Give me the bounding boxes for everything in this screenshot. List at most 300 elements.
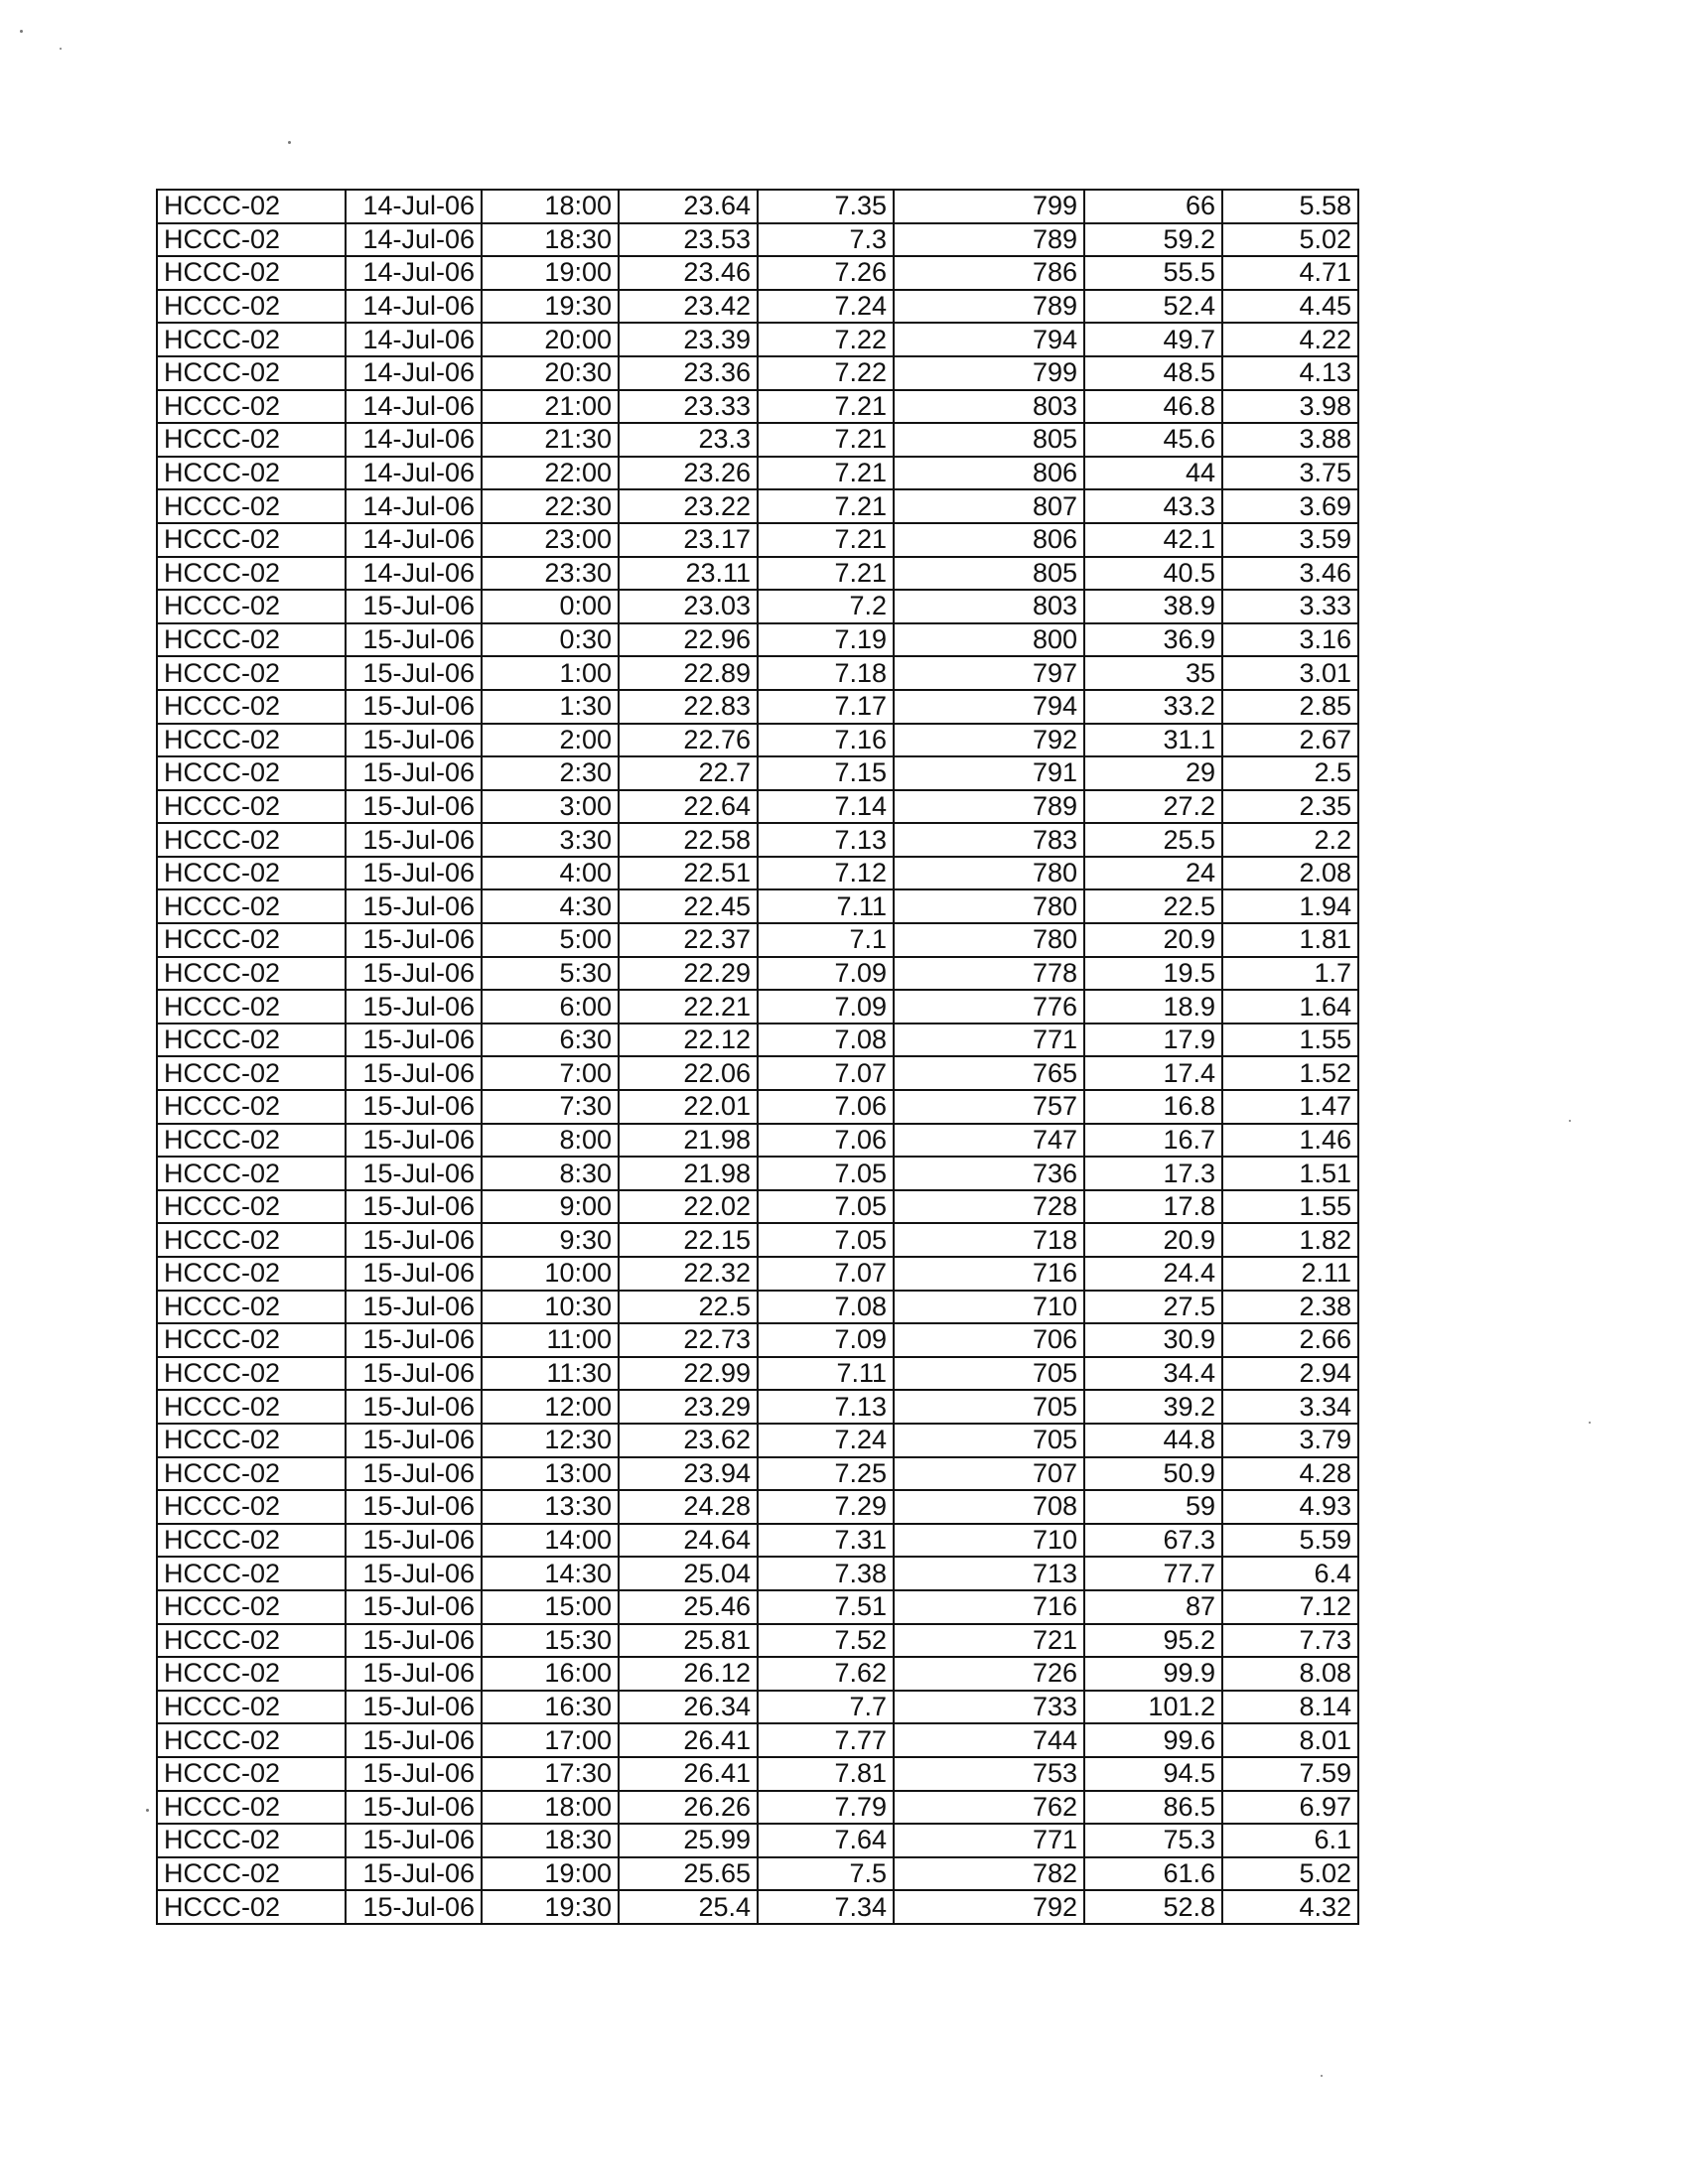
cell-temperature: 25.99 bbox=[619, 1824, 758, 1857]
cell-date: 14-Jul-06 bbox=[346, 423, 482, 457]
cell-site-id: HCCC-02 bbox=[157, 1524, 346, 1558]
cell-ph: 7.3 bbox=[758, 223, 894, 257]
cell-time: 19:30 bbox=[482, 1890, 619, 1924]
cell-ph: 7.21 bbox=[758, 489, 894, 523]
cell-do-percent: 61.6 bbox=[1084, 1857, 1222, 1891]
cell-date: 15-Jul-06 bbox=[346, 1824, 482, 1857]
table-row bbox=[157, 489, 1358, 523]
table-row bbox=[157, 889, 1358, 923]
cell-do-mgl: 1.52 bbox=[1222, 1056, 1358, 1090]
cell-conductivity: 721 bbox=[894, 1624, 1084, 1658]
table-row bbox=[157, 1457, 1358, 1491]
cell-date: 15-Jul-06 bbox=[346, 656, 482, 690]
table-row bbox=[157, 1857, 1358, 1891]
cell-temperature: 22.58 bbox=[619, 823, 758, 857]
cell-conductivity: 733 bbox=[894, 1691, 1084, 1724]
cell-do-mgl: 5.59 bbox=[1222, 1524, 1358, 1558]
cell-ph: 7.05 bbox=[758, 1190, 894, 1224]
cell-conductivity: 807 bbox=[894, 489, 1084, 523]
scan-speck bbox=[288, 141, 291, 144]
table-row bbox=[157, 656, 1358, 690]
cell-date: 15-Jul-06 bbox=[346, 923, 482, 957]
cell-ph: 7.05 bbox=[758, 1157, 894, 1190]
cell-date: 14-Jul-06 bbox=[346, 390, 482, 424]
cell-do-mgl: 6.1 bbox=[1222, 1824, 1358, 1857]
cell-time: 23:30 bbox=[482, 557, 619, 591]
cell-time: 10:00 bbox=[482, 1257, 619, 1291]
table-row bbox=[157, 724, 1358, 757]
cell-conductivity: 765 bbox=[894, 1056, 1084, 1090]
cell-do-mgl: 1.7 bbox=[1222, 957, 1358, 991]
table-row bbox=[157, 1691, 1358, 1724]
cell-site-id: HCCC-02 bbox=[157, 1557, 346, 1590]
cell-date: 14-Jul-06 bbox=[346, 557, 482, 591]
table-row bbox=[157, 1124, 1358, 1158]
cell-do-mgl: 8.01 bbox=[1222, 1723, 1358, 1757]
cell-do-mgl: 2.94 bbox=[1222, 1357, 1358, 1391]
cell-site-id: HCCC-02 bbox=[157, 1857, 346, 1891]
table-row bbox=[157, 590, 1358, 623]
cell-do-mgl: 7.59 bbox=[1222, 1757, 1358, 1791]
cell-do-mgl: 5.02 bbox=[1222, 223, 1358, 257]
cell-do-percent: 36.9 bbox=[1084, 623, 1222, 657]
cell-site-id: HCCC-02 bbox=[157, 423, 346, 457]
table-row bbox=[157, 1090, 1358, 1124]
cell-ph: 7.77 bbox=[758, 1723, 894, 1757]
cell-do-percent: 16.8 bbox=[1084, 1090, 1222, 1124]
cell-ph: 7.38 bbox=[758, 1557, 894, 1590]
cell-ph: 7.08 bbox=[758, 1291, 894, 1324]
cell-ph: 7.09 bbox=[758, 990, 894, 1024]
cell-date: 15-Jul-06 bbox=[346, 1291, 482, 1324]
cell-date: 15-Jul-06 bbox=[346, 1490, 482, 1524]
table-row bbox=[157, 1291, 1358, 1324]
cell-date: 15-Jul-06 bbox=[346, 1056, 482, 1090]
cell-do-mgl: 3.88 bbox=[1222, 423, 1358, 457]
cell-time: 17:00 bbox=[482, 1723, 619, 1757]
cell-site-id: HCCC-02 bbox=[157, 190, 346, 223]
cell-site-id: HCCC-02 bbox=[157, 290, 346, 324]
cell-do-percent: 18.9 bbox=[1084, 990, 1222, 1024]
cell-conductivity: 705 bbox=[894, 1424, 1084, 1457]
cell-do-percent: 22.5 bbox=[1084, 889, 1222, 923]
cell-temperature: 23.29 bbox=[619, 1390, 758, 1424]
cell-date: 15-Jul-06 bbox=[346, 1257, 482, 1291]
cell-do-mgl: 2.08 bbox=[1222, 857, 1358, 890]
cell-do-mgl: 1.94 bbox=[1222, 889, 1358, 923]
cell-time: 20:00 bbox=[482, 323, 619, 356]
table-row bbox=[157, 390, 1358, 424]
cell-temperature: 26.12 bbox=[619, 1657, 758, 1691]
cell-time: 18:00 bbox=[482, 190, 619, 223]
table-row bbox=[157, 1791, 1358, 1825]
cell-ph: 7.21 bbox=[758, 523, 894, 557]
cell-time: 5:30 bbox=[482, 957, 619, 991]
table-row bbox=[157, 190, 1358, 223]
cell-date: 15-Jul-06 bbox=[346, 1424, 482, 1457]
cell-site-id: HCCC-02 bbox=[157, 1257, 346, 1291]
cell-do-mgl: 3.98 bbox=[1222, 390, 1358, 424]
cell-date: 15-Jul-06 bbox=[346, 1357, 482, 1391]
cell-site-id: HCCC-02 bbox=[157, 823, 346, 857]
table-row bbox=[157, 1157, 1358, 1190]
cell-time: 13:00 bbox=[482, 1457, 619, 1491]
cell-do-mgl: 1.51 bbox=[1222, 1157, 1358, 1190]
table-row bbox=[157, 290, 1358, 324]
cell-conductivity: 782 bbox=[894, 1857, 1084, 1891]
cell-site-id: HCCC-02 bbox=[157, 1223, 346, 1257]
cell-do-mgl: 1.55 bbox=[1222, 1024, 1358, 1057]
cell-time: 1:30 bbox=[482, 690, 619, 724]
cell-do-mgl: 8.14 bbox=[1222, 1691, 1358, 1724]
cell-conductivity: 716 bbox=[894, 1257, 1084, 1291]
cell-site-id: HCCC-02 bbox=[157, 1490, 346, 1524]
cell-temperature: 21.98 bbox=[619, 1124, 758, 1158]
cell-conductivity: 707 bbox=[894, 1457, 1084, 1491]
cell-do-percent: 52.4 bbox=[1084, 290, 1222, 324]
table-row bbox=[157, 1257, 1358, 1291]
cell-do-mgl: 5.02 bbox=[1222, 1857, 1358, 1891]
cell-do-percent: 66 bbox=[1084, 190, 1222, 223]
cell-do-mgl: 4.93 bbox=[1222, 1490, 1358, 1524]
cell-conductivity: 705 bbox=[894, 1390, 1084, 1424]
cell-do-mgl: 2.35 bbox=[1222, 790, 1358, 824]
cell-temperature: 23.39 bbox=[619, 323, 758, 356]
table-row bbox=[157, 1723, 1358, 1757]
table-row bbox=[157, 1357, 1358, 1391]
cell-ph: 7.09 bbox=[758, 957, 894, 991]
cell-temperature: 24.64 bbox=[619, 1524, 758, 1558]
cell-date: 15-Jul-06 bbox=[346, 823, 482, 857]
cell-date: 15-Jul-06 bbox=[346, 623, 482, 657]
cell-date: 15-Jul-06 bbox=[346, 1557, 482, 1590]
cell-conductivity: 771 bbox=[894, 1824, 1084, 1857]
cell-ph: 7.17 bbox=[758, 690, 894, 724]
cell-time: 14:30 bbox=[482, 1557, 619, 1590]
cell-do-mgl: 2.67 bbox=[1222, 724, 1358, 757]
table-row bbox=[157, 990, 1358, 1024]
table-row bbox=[157, 756, 1358, 790]
table-row bbox=[157, 323, 1358, 356]
cell-temperature: 23.33 bbox=[619, 390, 758, 424]
cell-date: 14-Jul-06 bbox=[346, 523, 482, 557]
table-row bbox=[157, 857, 1358, 890]
cell-date: 15-Jul-06 bbox=[346, 1390, 482, 1424]
cell-ph: 7.22 bbox=[758, 323, 894, 356]
table-row bbox=[157, 823, 1358, 857]
cell-do-percent: 44 bbox=[1084, 457, 1222, 490]
cell-temperature: 23.53 bbox=[619, 223, 758, 257]
cell-site-id: HCCC-02 bbox=[157, 1791, 346, 1825]
cell-do-percent: 94.5 bbox=[1084, 1757, 1222, 1791]
cell-do-percent: 34.4 bbox=[1084, 1357, 1222, 1391]
cell-conductivity: 710 bbox=[894, 1291, 1084, 1324]
cell-do-percent: 38.9 bbox=[1084, 590, 1222, 623]
cell-temperature: 25.46 bbox=[619, 1590, 758, 1624]
cell-time: 9:30 bbox=[482, 1223, 619, 1257]
cell-conductivity: 797 bbox=[894, 656, 1084, 690]
cell-do-mgl: 5.58 bbox=[1222, 190, 1358, 223]
cell-ph: 7.79 bbox=[758, 1791, 894, 1825]
table-row bbox=[157, 957, 1358, 991]
cell-site-id: HCCC-02 bbox=[157, 889, 346, 923]
cell-date: 15-Jul-06 bbox=[346, 1524, 482, 1558]
cell-ph: 7.64 bbox=[758, 1824, 894, 1857]
cell-do-mgl: 4.13 bbox=[1222, 356, 1358, 390]
cell-temperature: 23.22 bbox=[619, 489, 758, 523]
cell-site-id: HCCC-02 bbox=[157, 1190, 346, 1224]
cell-date: 15-Jul-06 bbox=[346, 1857, 482, 1891]
cell-time: 7:30 bbox=[482, 1090, 619, 1124]
table-row bbox=[157, 356, 1358, 390]
cell-ph: 7.51 bbox=[758, 1590, 894, 1624]
table-row bbox=[157, 1390, 1358, 1424]
cell-ph: 7.5 bbox=[758, 1857, 894, 1891]
cell-conductivity: 713 bbox=[894, 1557, 1084, 1590]
cell-temperature: 26.34 bbox=[619, 1691, 758, 1724]
cell-conductivity: 794 bbox=[894, 690, 1084, 724]
cell-time: 8:00 bbox=[482, 1124, 619, 1158]
cell-site-id: HCCC-02 bbox=[157, 323, 346, 356]
cell-temperature: 22.06 bbox=[619, 1056, 758, 1090]
cell-conductivity: 726 bbox=[894, 1657, 1084, 1691]
cell-time: 21:30 bbox=[482, 423, 619, 457]
cell-site-id: HCCC-02 bbox=[157, 1090, 346, 1124]
scan-speck bbox=[1321, 2075, 1323, 2077]
cell-conductivity: 716 bbox=[894, 1590, 1084, 1624]
cell-conductivity: 778 bbox=[894, 957, 1084, 991]
cell-site-id: HCCC-02 bbox=[157, 1291, 346, 1324]
cell-conductivity: 706 bbox=[894, 1323, 1084, 1357]
cell-temperature: 23.62 bbox=[619, 1424, 758, 1457]
cell-do-mgl: 2.2 bbox=[1222, 823, 1358, 857]
cell-date: 15-Jul-06 bbox=[346, 1657, 482, 1691]
cell-ph: 7.52 bbox=[758, 1624, 894, 1658]
cell-time: 15:30 bbox=[482, 1624, 619, 1658]
cell-time: 17:30 bbox=[482, 1757, 619, 1791]
cell-time: 16:00 bbox=[482, 1657, 619, 1691]
cell-ph: 7.21 bbox=[758, 557, 894, 591]
cell-site-id: HCCC-02 bbox=[157, 623, 346, 657]
cell-do-percent: 43.3 bbox=[1084, 489, 1222, 523]
cell-temperature: 22.7 bbox=[619, 756, 758, 790]
cell-conductivity: 710 bbox=[894, 1524, 1084, 1558]
cell-site-id: HCCC-02 bbox=[157, 356, 346, 390]
cell-conductivity: 728 bbox=[894, 1190, 1084, 1224]
table-row bbox=[157, 1223, 1358, 1257]
cell-do-percent: 30.9 bbox=[1084, 1323, 1222, 1357]
cell-do-mgl: 1.46 bbox=[1222, 1124, 1358, 1158]
cell-do-percent: 17.9 bbox=[1084, 1024, 1222, 1057]
cell-site-id: HCCC-02 bbox=[157, 990, 346, 1024]
table-row bbox=[157, 923, 1358, 957]
cell-conductivity: 799 bbox=[894, 190, 1084, 223]
cell-do-mgl: 3.69 bbox=[1222, 489, 1358, 523]
cell-do-percent: 46.8 bbox=[1084, 390, 1222, 424]
cell-time: 21:00 bbox=[482, 390, 619, 424]
cell-temperature: 23.36 bbox=[619, 356, 758, 390]
cell-ph: 7.21 bbox=[758, 457, 894, 490]
cell-do-percent: 99.6 bbox=[1084, 1723, 1222, 1757]
cell-time: 18:30 bbox=[482, 223, 619, 257]
cell-ph: 7.35 bbox=[758, 190, 894, 223]
cell-site-id: HCCC-02 bbox=[157, 1757, 346, 1791]
cell-temperature: 22.37 bbox=[619, 923, 758, 957]
cell-do-percent: 39.2 bbox=[1084, 1390, 1222, 1424]
cell-do-mgl: 2.5 bbox=[1222, 756, 1358, 790]
cell-do-mgl: 1.47 bbox=[1222, 1090, 1358, 1124]
cell-conductivity: 705 bbox=[894, 1357, 1084, 1391]
cell-date: 14-Jul-06 bbox=[346, 323, 482, 356]
table-row bbox=[157, 790, 1358, 824]
cell-do-mgl: 3.01 bbox=[1222, 656, 1358, 690]
cell-time: 3:00 bbox=[482, 790, 619, 824]
cell-time: 12:30 bbox=[482, 1424, 619, 1457]
cell-temperature: 22.51 bbox=[619, 857, 758, 890]
cell-ph: 7.08 bbox=[758, 1024, 894, 1057]
table-row bbox=[157, 523, 1358, 557]
cell-temperature: 22.01 bbox=[619, 1090, 758, 1124]
table-row bbox=[157, 256, 1358, 290]
cell-site-id: HCCC-02 bbox=[157, 457, 346, 490]
cell-temperature: 22.32 bbox=[619, 1257, 758, 1291]
cell-do-percent: 95.2 bbox=[1084, 1624, 1222, 1658]
cell-ph: 7.05 bbox=[758, 1223, 894, 1257]
cell-do-percent: 101.2 bbox=[1084, 1691, 1222, 1724]
cell-conductivity: 806 bbox=[894, 457, 1084, 490]
cell-date: 15-Jul-06 bbox=[346, 724, 482, 757]
cell-conductivity: 762 bbox=[894, 1791, 1084, 1825]
cell-time: 19:00 bbox=[482, 256, 619, 290]
cell-site-id: HCCC-02 bbox=[157, 1890, 346, 1924]
cell-date: 14-Jul-06 bbox=[346, 356, 482, 390]
cell-conductivity: 789 bbox=[894, 790, 1084, 824]
cell-ph: 7.29 bbox=[758, 1490, 894, 1524]
cell-temperature: 25.65 bbox=[619, 1857, 758, 1891]
cell-temperature: 22.83 bbox=[619, 690, 758, 724]
cell-do-mgl: 1.81 bbox=[1222, 923, 1358, 957]
cell-site-id: HCCC-02 bbox=[157, 790, 346, 824]
cell-conductivity: 800 bbox=[894, 623, 1084, 657]
cell-ph: 7.21 bbox=[758, 390, 894, 424]
cell-conductivity: 789 bbox=[894, 290, 1084, 324]
cell-ph: 7.15 bbox=[758, 756, 894, 790]
cell-site-id: HCCC-02 bbox=[157, 557, 346, 591]
cell-do-percent: 44.8 bbox=[1084, 1424, 1222, 1457]
cell-conductivity: 805 bbox=[894, 423, 1084, 457]
cell-site-id: HCCC-02 bbox=[157, 1056, 346, 1090]
cell-do-mgl: 4.71 bbox=[1222, 256, 1358, 290]
cell-time: 15:00 bbox=[482, 1590, 619, 1624]
cell-temperature: 23.42 bbox=[619, 290, 758, 324]
cell-temperature: 22.89 bbox=[619, 656, 758, 690]
cell-temperature: 22.73 bbox=[619, 1323, 758, 1357]
cell-site-id: HCCC-02 bbox=[157, 957, 346, 991]
cell-do-mgl: 3.46 bbox=[1222, 557, 1358, 591]
table-row bbox=[157, 1624, 1358, 1658]
cell-time: 18:00 bbox=[482, 1791, 619, 1825]
scan-speck bbox=[1569, 1120, 1571, 1122]
cell-date: 15-Jul-06 bbox=[346, 1723, 482, 1757]
cell-do-percent: 50.9 bbox=[1084, 1457, 1222, 1491]
cell-date: 14-Jul-06 bbox=[346, 457, 482, 490]
cell-date: 14-Jul-06 bbox=[346, 223, 482, 257]
cell-conductivity: 791 bbox=[894, 756, 1084, 790]
cell-do-percent: 86.5 bbox=[1084, 1791, 1222, 1825]
cell-do-percent: 20.9 bbox=[1084, 923, 1222, 957]
cell-site-id: HCCC-02 bbox=[157, 1723, 346, 1757]
cell-site-id: HCCC-02 bbox=[157, 1323, 346, 1357]
cell-temperature: 25.81 bbox=[619, 1624, 758, 1658]
cell-temperature: 24.28 bbox=[619, 1490, 758, 1524]
cell-do-mgl: 1.82 bbox=[1222, 1223, 1358, 1257]
cell-time: 3:30 bbox=[482, 823, 619, 857]
cell-ph: 7.26 bbox=[758, 256, 894, 290]
table-row bbox=[157, 623, 1358, 657]
cell-date: 15-Jul-06 bbox=[346, 1457, 482, 1491]
cell-time: 0:00 bbox=[482, 590, 619, 623]
cell-temperature: 21.98 bbox=[619, 1157, 758, 1190]
cell-do-percent: 17.3 bbox=[1084, 1157, 1222, 1190]
cell-do-mgl: 7.73 bbox=[1222, 1624, 1358, 1658]
cell-do-percent: 20.9 bbox=[1084, 1223, 1222, 1257]
scan-speck bbox=[20, 30, 23, 33]
cell-conductivity: 780 bbox=[894, 857, 1084, 890]
cell-ph: 7.12 bbox=[758, 857, 894, 890]
cell-conductivity: 786 bbox=[894, 256, 1084, 290]
cell-conductivity: 780 bbox=[894, 923, 1084, 957]
cell-ph: 7.34 bbox=[758, 1890, 894, 1924]
cell-date: 15-Jul-06 bbox=[346, 1890, 482, 1924]
cell-do-mgl: 3.59 bbox=[1222, 523, 1358, 557]
cell-ph: 7.09 bbox=[758, 1323, 894, 1357]
cell-date: 15-Jul-06 bbox=[346, 1323, 482, 1357]
cell-do-percent: 16.7 bbox=[1084, 1124, 1222, 1158]
cell-ph: 7.19 bbox=[758, 623, 894, 657]
cell-ph: 7.62 bbox=[758, 1657, 894, 1691]
cell-temperature: 23.3 bbox=[619, 423, 758, 457]
cell-ph: 7.13 bbox=[758, 1390, 894, 1424]
cell-temperature: 26.41 bbox=[619, 1757, 758, 1791]
cell-temperature: 22.99 bbox=[619, 1357, 758, 1391]
cell-time: 18:30 bbox=[482, 1824, 619, 1857]
cell-ph: 7.81 bbox=[758, 1757, 894, 1791]
cell-date: 15-Jul-06 bbox=[346, 957, 482, 991]
cell-conductivity: 789 bbox=[894, 223, 1084, 257]
cell-site-id: HCCC-02 bbox=[157, 223, 346, 257]
cell-site-id: HCCC-02 bbox=[157, 1657, 346, 1691]
cell-temperature: 23.46 bbox=[619, 256, 758, 290]
cell-temperature: 23.64 bbox=[619, 190, 758, 223]
cell-site-id: HCCC-02 bbox=[157, 690, 346, 724]
table-row bbox=[157, 423, 1358, 457]
cell-ph: 7.18 bbox=[758, 656, 894, 690]
cell-conductivity: 718 bbox=[894, 1223, 1084, 1257]
cell-conductivity: 799 bbox=[894, 356, 1084, 390]
cell-temperature: 22.12 bbox=[619, 1024, 758, 1057]
cell-do-percent: 40.5 bbox=[1084, 557, 1222, 591]
cell-temperature: 22.21 bbox=[619, 990, 758, 1024]
cell-site-id: HCCC-02 bbox=[157, 724, 346, 757]
cell-time: 0:30 bbox=[482, 623, 619, 657]
cell-time: 22:00 bbox=[482, 457, 619, 490]
cell-time: 1:00 bbox=[482, 656, 619, 690]
cell-date: 15-Jul-06 bbox=[346, 889, 482, 923]
cell-do-mgl: 2.11 bbox=[1222, 1257, 1358, 1291]
cell-do-percent: 77.7 bbox=[1084, 1557, 1222, 1590]
cell-temperature: 23.17 bbox=[619, 523, 758, 557]
cell-time: 6:30 bbox=[482, 1024, 619, 1057]
